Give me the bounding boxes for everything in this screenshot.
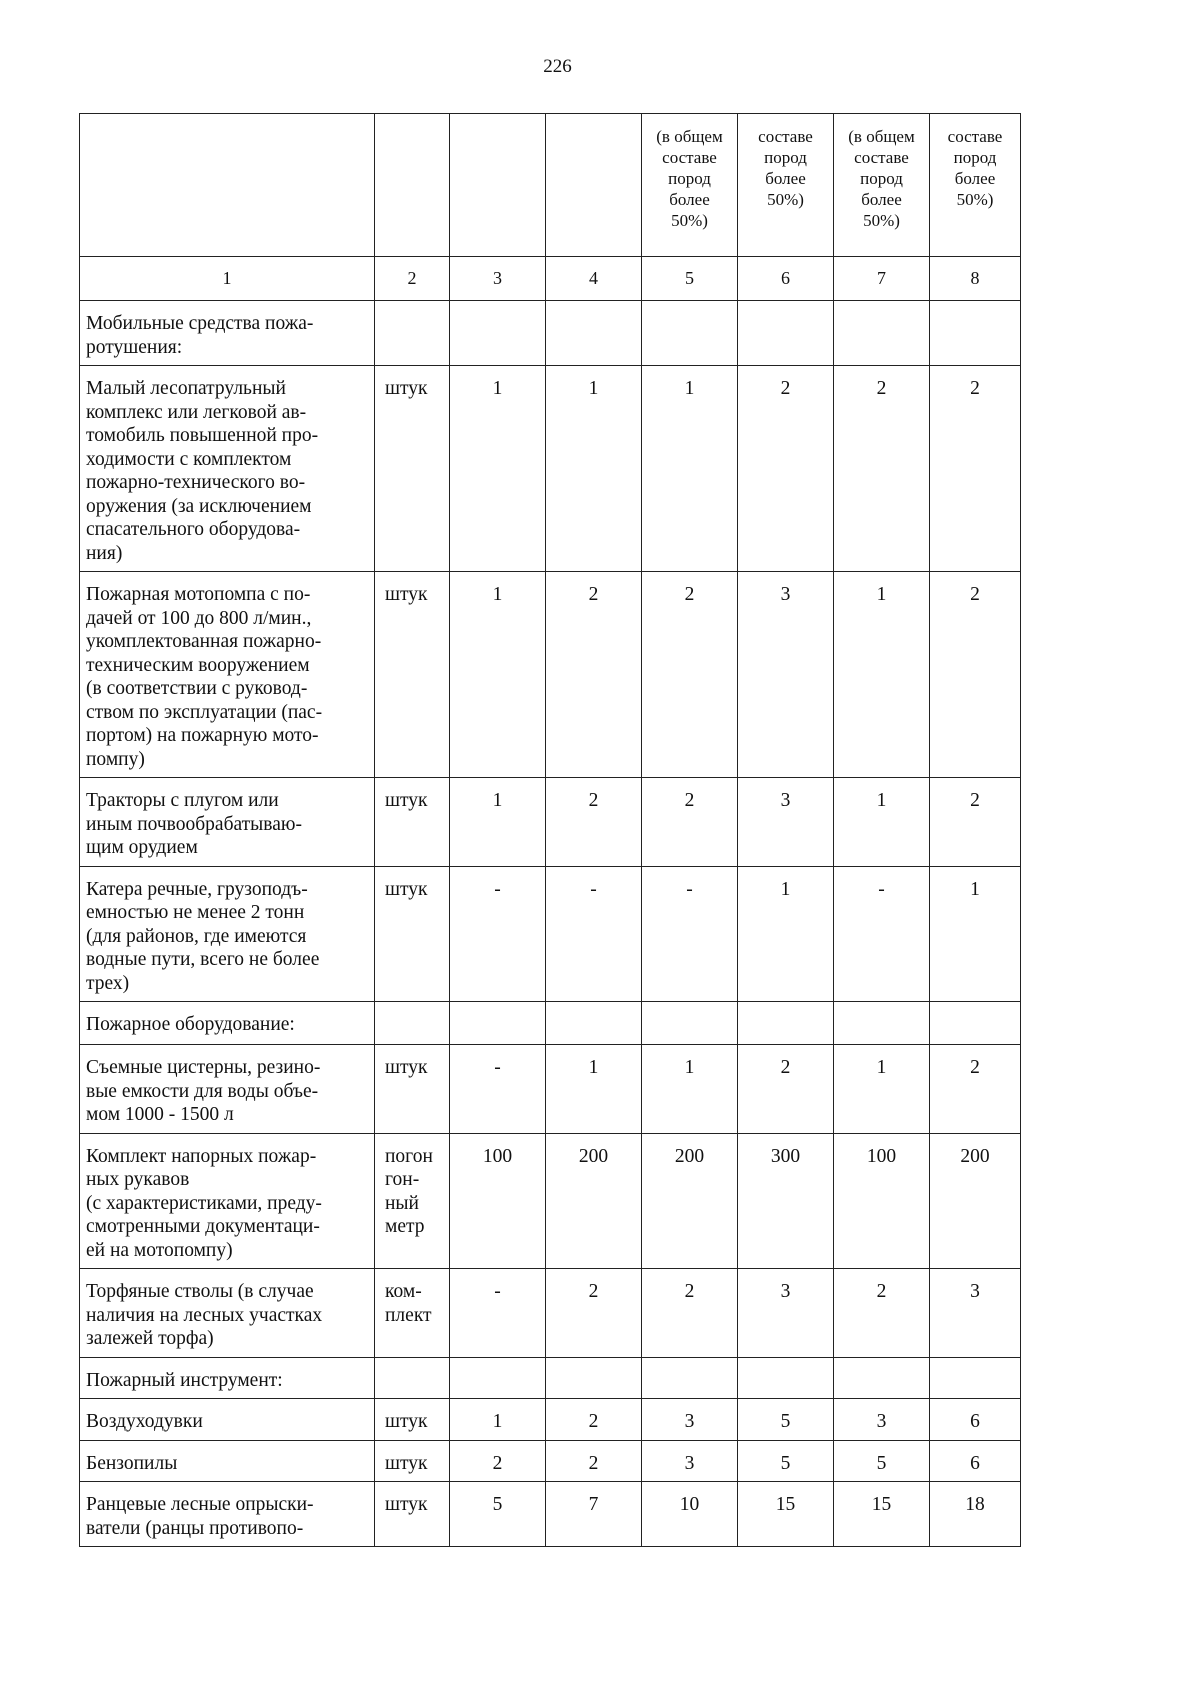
unit-cell: штук bbox=[375, 1440, 450, 1482]
unit-cell: штук bbox=[375, 572, 450, 778]
value-cell: 1 bbox=[546, 366, 642, 572]
value-cell: 2 bbox=[546, 1269, 642, 1358]
value-cell: - bbox=[834, 866, 930, 1002]
value-cell bbox=[642, 1002, 738, 1045]
item-name-cell: Съемные цистерны, резино- вые емкости для воды объе- мом 1000 - 1500 л bbox=[80, 1045, 375, 1134]
item-name-cell: Комплект напорных пожар- ных рукавов (с характеристиками, преду- смотренными документаци- ей на мотопомпу) bbox=[80, 1133, 375, 1269]
value-cell: 3 bbox=[738, 1269, 834, 1358]
value-cell bbox=[930, 301, 1021, 366]
table-row bbox=[80, 1002, 1021, 1045]
column-number: 8 bbox=[930, 257, 1021, 301]
value-cell: 1 bbox=[642, 366, 738, 572]
equipment-norms-table bbox=[79, 113, 1021, 1547]
value-cell: 200 bbox=[546, 1133, 642, 1269]
value-cell: 2 bbox=[930, 572, 1021, 778]
value-cell: 1 bbox=[642, 1045, 738, 1134]
value-cell: 2 bbox=[930, 1045, 1021, 1134]
value-cell: 2 bbox=[834, 366, 930, 572]
value-cell: 100 bbox=[450, 1133, 546, 1269]
value-cell: 5 bbox=[738, 1440, 834, 1482]
value-cell: 10 bbox=[642, 1482, 738, 1547]
value-cell: 3 bbox=[738, 778, 834, 867]
column-number: 7 bbox=[834, 257, 930, 301]
unit-cell: штук bbox=[375, 366, 450, 572]
value-cell: 2 bbox=[930, 778, 1021, 867]
value-cell bbox=[642, 1357, 738, 1399]
value-cell: 1 bbox=[738, 866, 834, 1002]
item-name-cell: Бензопилы bbox=[80, 1440, 375, 1482]
value-cell: 3 bbox=[642, 1399, 738, 1441]
table-row bbox=[80, 572, 1021, 778]
value-cell: - bbox=[450, 866, 546, 1002]
value-cell: 2 bbox=[546, 778, 642, 867]
value-cell bbox=[738, 1002, 834, 1045]
table-row bbox=[80, 1269, 1021, 1358]
header-cell bbox=[450, 114, 546, 257]
column-number: 6 bbox=[738, 257, 834, 301]
value-cell: - bbox=[450, 1045, 546, 1134]
unit-cell: штук bbox=[375, 778, 450, 867]
value-cell bbox=[834, 301, 930, 366]
item-name-cell: Малый лесопатрульный комплекс или легковой ав- томобиль повышенной про- ходимости с комплектом пожарно-технического во- оружения (за исключением спасательного оборудова- ния) bbox=[80, 366, 375, 572]
value-cell bbox=[450, 1357, 546, 1399]
table-row bbox=[80, 1440, 1021, 1482]
item-name-cell: Пожарный инструмент: bbox=[80, 1357, 375, 1399]
header-cell bbox=[80, 114, 375, 257]
value-cell: 2 bbox=[738, 366, 834, 572]
unit-cell bbox=[375, 1357, 450, 1399]
value-cell: 1 bbox=[834, 572, 930, 778]
table-row bbox=[80, 1357, 1021, 1399]
table-row bbox=[80, 866, 1021, 1002]
value-cell: 100 bbox=[834, 1133, 930, 1269]
item-name-cell: Воздуходувки bbox=[80, 1399, 375, 1441]
table-row bbox=[80, 1133, 1021, 1269]
value-cell bbox=[738, 301, 834, 366]
value-cell bbox=[834, 1357, 930, 1399]
unit-cell: штук bbox=[375, 1045, 450, 1134]
column-number: 1 bbox=[80, 257, 375, 301]
table-row bbox=[80, 1482, 1021, 1547]
value-cell bbox=[738, 1357, 834, 1399]
unit-cell bbox=[375, 301, 450, 366]
item-name-cell: Тракторы с плугом или иным почвообрабатываю- щим орудием bbox=[80, 778, 375, 867]
value-cell: 2 bbox=[930, 366, 1021, 572]
column-number: 3 bbox=[450, 257, 546, 301]
value-cell: 1 bbox=[546, 1045, 642, 1134]
value-cell: 3 bbox=[930, 1269, 1021, 1358]
value-cell: 1 bbox=[834, 778, 930, 867]
value-cell: 1 bbox=[450, 572, 546, 778]
value-cell: 1 bbox=[930, 866, 1021, 1002]
value-cell: 5 bbox=[834, 1440, 930, 1482]
value-cell bbox=[546, 1357, 642, 1399]
value-cell: 1 bbox=[450, 778, 546, 867]
table-row bbox=[80, 366, 1021, 572]
item-name-cell: Катера речные, грузоподъ- емностью не менее 2 тонн (для районов, где имеются водные пути, всего не более трех) bbox=[80, 866, 375, 1002]
value-cell: 15 bbox=[834, 1482, 930, 1547]
column-number: 4 bbox=[546, 257, 642, 301]
header-cell: составе пород более 50%) bbox=[930, 114, 1021, 257]
table-row bbox=[80, 1045, 1021, 1134]
header-cell: составе пород более 50%) bbox=[738, 114, 834, 257]
unit-cell: ком- плект bbox=[375, 1269, 450, 1358]
value-cell: 300 bbox=[738, 1133, 834, 1269]
value-cell bbox=[546, 1002, 642, 1045]
header-cell bbox=[546, 114, 642, 257]
value-cell bbox=[450, 1002, 546, 1045]
value-cell bbox=[930, 1002, 1021, 1045]
unit-cell: штук bbox=[375, 1482, 450, 1547]
page-number: 226 bbox=[543, 56, 572, 77]
value-cell: 2 bbox=[546, 572, 642, 778]
value-cell: 2 bbox=[546, 1399, 642, 1441]
table-row bbox=[80, 301, 1021, 366]
item-name-cell: Мобильные средства пожа- ротушения: bbox=[80, 301, 375, 366]
value-cell: 6 bbox=[930, 1440, 1021, 1482]
value-cell bbox=[834, 1002, 930, 1045]
header-cell: (в общем составе пород более 50%) bbox=[834, 114, 930, 257]
column-number-row bbox=[80, 257, 1021, 301]
column-number: 2 bbox=[375, 257, 450, 301]
value-cell: 3 bbox=[834, 1399, 930, 1441]
unit-cell: штук bbox=[375, 866, 450, 1002]
item-name-cell: Ранцевые лесные опрыски- ватели (ранцы противопо- bbox=[80, 1482, 375, 1547]
unit-cell: погон гон- ный метр bbox=[375, 1133, 450, 1269]
table-header-row bbox=[80, 114, 1021, 257]
value-cell: 2 bbox=[642, 778, 738, 867]
value-cell: 2 bbox=[642, 572, 738, 778]
value-cell bbox=[546, 301, 642, 366]
value-cell: 200 bbox=[642, 1133, 738, 1269]
value-cell: 7 bbox=[546, 1482, 642, 1547]
value-cell bbox=[930, 1357, 1021, 1399]
value-cell bbox=[642, 301, 738, 366]
value-cell: 3 bbox=[738, 572, 834, 778]
value-cell: 2 bbox=[834, 1269, 930, 1358]
value-cell: - bbox=[450, 1269, 546, 1358]
header-cell bbox=[375, 114, 450, 257]
value-cell bbox=[450, 301, 546, 366]
value-cell: 2 bbox=[738, 1045, 834, 1134]
unit-cell bbox=[375, 1002, 450, 1045]
value-cell: 15 bbox=[738, 1482, 834, 1547]
value-cell: 3 bbox=[642, 1440, 738, 1482]
value-cell: 1 bbox=[834, 1045, 930, 1134]
table-row bbox=[80, 1399, 1021, 1441]
value-cell: - bbox=[546, 866, 642, 1002]
value-cell: 200 bbox=[930, 1133, 1021, 1269]
value-cell: 2 bbox=[450, 1440, 546, 1482]
value-cell: 6 bbox=[930, 1399, 1021, 1441]
item-name-cell: Торфяные стволы (в случае наличия на лесных участках залежей торфа) bbox=[80, 1269, 375, 1358]
value-cell: 1 bbox=[450, 366, 546, 572]
unit-cell: штук bbox=[375, 1399, 450, 1441]
item-name-cell: Пожарная мотопомпа с по- дачей от 100 до 800 л/мин., укомплектованная пожарно- техническим вооружением (в соответствии с руковод- ством по эксплуатации (пас- портом) на пожарную мото- помпу) bbox=[80, 572, 375, 778]
column-number: 5 bbox=[642, 257, 738, 301]
value-cell: 1 bbox=[450, 1399, 546, 1441]
value-cell: 5 bbox=[738, 1399, 834, 1441]
header-cell: (в общем составе пород более 50%) bbox=[642, 114, 738, 257]
value-cell: 2 bbox=[546, 1440, 642, 1482]
value-cell: 18 bbox=[930, 1482, 1021, 1547]
value-cell: 2 bbox=[642, 1269, 738, 1358]
item-name-cell: Пожарное оборудование: bbox=[80, 1002, 375, 1045]
value-cell: 5 bbox=[450, 1482, 546, 1547]
table-row bbox=[80, 778, 1021, 867]
value-cell: - bbox=[642, 866, 738, 1002]
